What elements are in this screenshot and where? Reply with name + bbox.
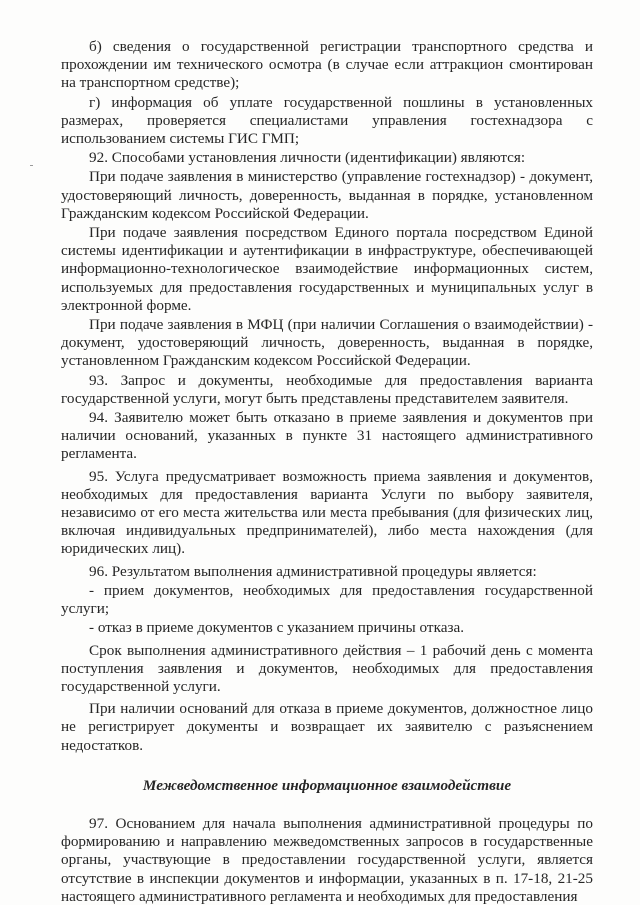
paragraph-97-interagency-requests: 97. Основанием для начала выполнения административной процедуры по формированию и направлению межведомственных запросов в государственные органы, участвующие в предоставлении государственной услуги, является отсутствие в инспекции документов и информации, указанных в п. 17-18, 21-25 настоящего административного регламента и необходимых для предоставления (61, 814, 593, 905)
paragraph-result-rejection: - отказ в приеме документов с указанием причины отказа. (89, 619, 464, 637)
section-heading: Межведомственное информационное взаимодействие (142, 776, 512, 794)
paragraph-result-acceptance: - прием документов, необходимых для предоставления государственной услуги; (61, 581, 593, 618)
paragraph-95-extraterritorial: 95. Услуга предусматривает возможность приема заявления и документов, необходимых для предоставления варианта Услуги по выбору заявителя, независимо от его места жительства или места пребывания (для физических лиц, включая индивидуальных предпринимателей), либо места нахождения (для юридических лиц). (61, 467, 593, 558)
paragraph-grounds-for-return: При наличии оснований для отказа в приеме документов, должностное лицо не регистрирует документы и возвращает их заявителю с разъяснением недостатков. (61, 700, 593, 754)
paragraph-96-result: 96. Результатом выполнения административной процедуры является: (89, 562, 537, 580)
document-body (61, 38, 593, 907)
scan-mark (30, 165, 33, 166)
paragraph-93-representative: 93. Запрос и документы, необходимые для предоставления варианта государственной услуги, могут быть представлены представителем заявителя. (61, 371, 593, 407)
paragraph-mfc-submission: При подаче заявления в МФЦ (при наличии Соглашения о взаимодействии) - документ, удостоверяющий личность, доверенность, выданная в порядке, установленном Гражданским кодексом Российской Федерации. (61, 316, 593, 370)
paragraph-94-refusal: 94. Заявителю может быть отказано в приеме заявления и документов при наличии оснований, указанных в пункте 31 настоящего административного регламента. (61, 409, 593, 463)
paragraph-g-state-duty: г) информация об уплате государственной пошлины в установленных размерах, проверяется специалистами управления гостехнадзора с использованием системы ГИС ГМП; (61, 93, 593, 148)
paragraph-92-identification: 92. Способами установления личности (идентификации) являются: (89, 149, 526, 167)
paragraph-deadline: Срок выполнения административного действия – 1 рабочий день с момента поступления заявления и документов, необходимых для предоставления государственной услуги. (61, 641, 593, 695)
paragraph-portal-submission: При подаче заявления посредством Единого портала посредством Единой системы идентификации и аутентификации в инфраструктуре, обеспечивающей информационно-технологическое взаимодействие информационных систем, используемых для предоставления государственных и муниципальных услуг в электронной форме. (61, 224, 593, 314)
paragraph-b-vehicle-registration: б) сведения о государственной регистрации транспортного средства и прохождении им технического осмотра (в случае если аттракцион смонтирован на транспортном средстве); (61, 38, 593, 92)
paragraph-ministry-submission: При подаче заявления в министерство (управление гостехнадзор) - документ, удостоверяющий личность, доверенность, выданная в порядке, установленном Гражданским кодексом Российской Федерации. (61, 168, 593, 222)
